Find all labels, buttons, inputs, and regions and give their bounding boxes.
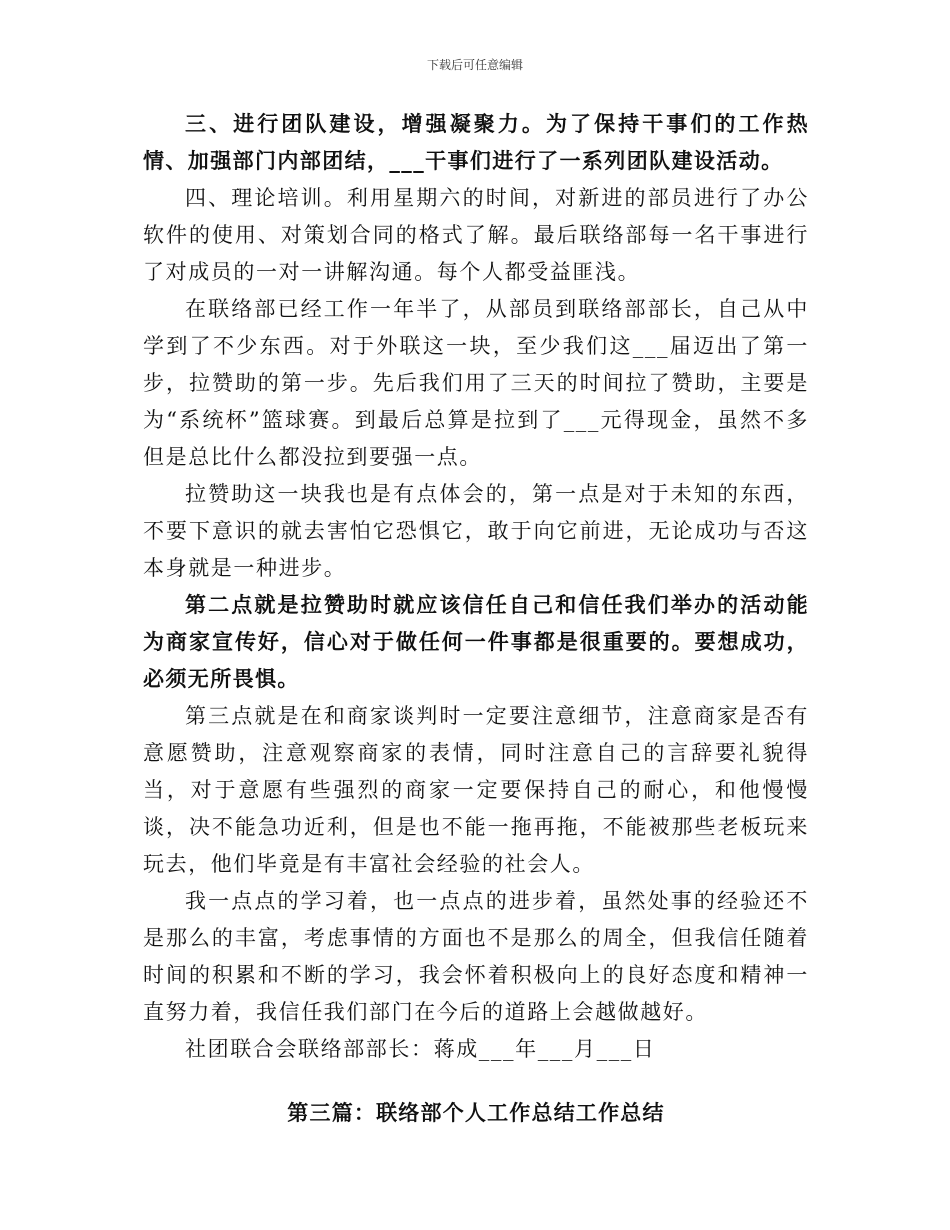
paragraph-sponsorship-point-one: 拉赞助这一块我也是有点体会的，第一点是对于未知的东西，不要下意识的就去害怕它恐惧它，敢于向它前进，无论成功与否这本身就是一种进步。 [143, 482, 809, 580]
paragraph-team-building: 三、进行团队建设，增强凝聚力。为了保持干事们的工作热情、加强部门内部团结，___干事们进行了一系列团队建设活动。 [143, 112, 809, 173]
paragraph-sponsorship-point-two: 第二点就是拉赞助时就应该信任自己和信任我们举办的活动能为商家宣传好，信心对于做任何一件事都是很重要的。要想成功，必须无所畏惧。 [143, 593, 809, 691]
page-header: 下载后可任意编辑 [426, 58, 523, 72]
signature-line: 社团联合会联络部部长：蒋成___年___月___日 [185, 1037, 656, 1061]
paragraph-sponsorship-point-three: 第三点就是在和商家谈判时一定要注意细节，注意商家是否有意愿赞助，注意观察商家的表情，同时注意自己的言辞要礼貌得当，对于意愿有些强烈的商家一定要保持自己的耐心，和他慢慢谈，决不能急功近利，但是也不能一拖再拖，不能被那些老板玩来玩去，他们毕竟是有丰富社会经验的社会人。 [143, 704, 809, 876]
paragraph-work-experience: 在联络部已经工作一年半了，从部员到联络部部长，自己从中学到了不少东西。对于外联这一块，至少我们这___届迈出了第一步，拉赞助的第一步。先后我们用了三天的时间拉了赞助，主要是为“系统杯”篮球赛。到最后总算是拉到了___元得现金，虽然不多但是总比什么都没拉到要强一点。 [143, 297, 809, 469]
section-heading: 第三篇：联络部个人工作总结工作总结 [287, 1101, 665, 1125]
document-body [143, 106, 809, 1132]
paragraph-conclusion: 我一点点的学习着，也一点点的进步着，虽然处事的经验还不是那么的丰富，考虑事情的方面也不是那么的周全，但我信任随着时间的积累和不断的学习，我会怀着积极向上的良好态度和精神一直努力着，我信任我们部门在今后的道路上会越做越好。 [143, 889, 809, 1024]
paragraph-theory-training: 四、理论培训。利用星期六的时间，对新进的部员进行了办公软件的使用、对策划合同的格式了解。最后联络部每一名干事进行了对成员的一对一讲解沟通。每个人都受益匪浅。 [143, 186, 809, 284]
